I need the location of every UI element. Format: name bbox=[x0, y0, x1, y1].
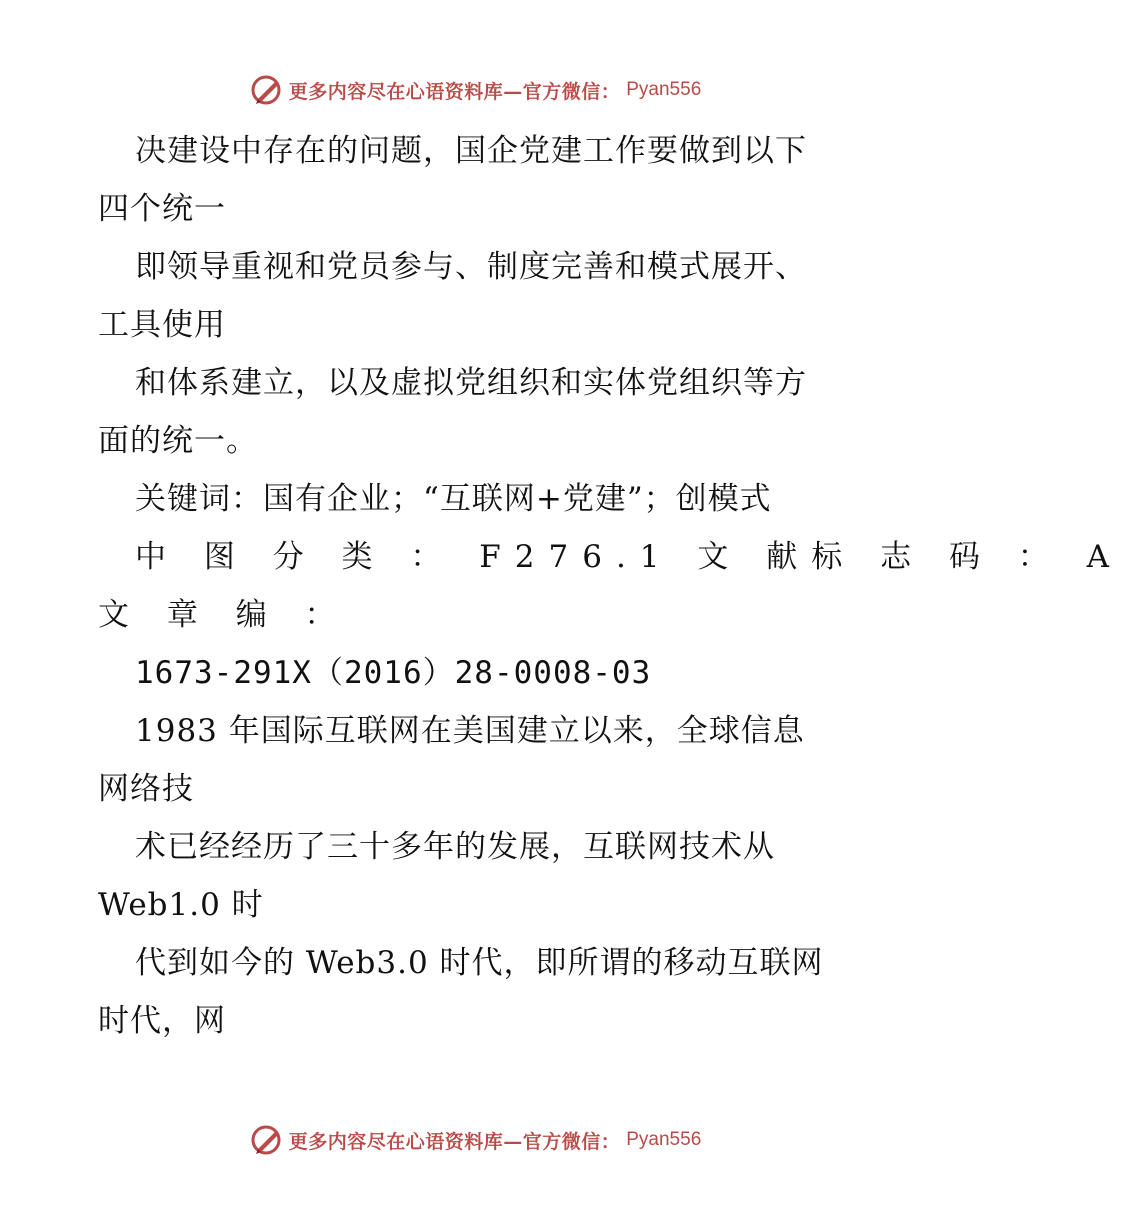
text-line: 网络技 bbox=[98, 771, 194, 807]
text-line: 面的统一。 bbox=[98, 423, 258, 459]
watermark-wechat-id: Pyan556 bbox=[626, 79, 702, 100]
article-number-label: 文 章 编 ： bbox=[98, 597, 350, 633]
footer-watermark bbox=[0, 1120, 950, 1160]
pen-logo-icon bbox=[249, 1123, 283, 1157]
text-line: 工具使用 bbox=[98, 307, 226, 343]
header-watermark bbox=[0, 70, 950, 110]
text-line: 1983 年国际互联网在美国建立以来，全球信息 bbox=[135, 713, 805, 749]
watermark-wechat-id: Pyan556 bbox=[626, 1129, 702, 1150]
text-line: 代到如今的 Web3.0 时代，即所谓的移动互联网 bbox=[135, 945, 824, 981]
watermark-text: 更多内容尽在心语资料库—官方微信： bbox=[288, 1130, 621, 1153]
text-line: 时代，网 bbox=[98, 1003, 226, 1039]
text-line: Web1.0 时 bbox=[98, 887, 264, 923]
document-body bbox=[98, 122, 1123, 1050]
keywords-line: 关键词：国有企业；“互联网+党建”；创模式 bbox=[135, 481, 772, 517]
text-line: 和体系建立，以及虚拟党组织和实体党组织等方 bbox=[135, 365, 807, 401]
pen-logo-icon bbox=[249, 73, 283, 107]
text-line: 四个统一 bbox=[98, 191, 226, 227]
text-line: 即领导重视和党员参与、制度完善和模式展开、 bbox=[135, 249, 807, 285]
article-number: 1673-291X（2016）28-0008-03 bbox=[135, 655, 652, 691]
classification-line: 中 图 分 类 ： F276.1 文 献标 志 码 ： A bbox=[135, 539, 1123, 575]
text-line: 决建设中存在的问题，国企党建工作要做到以下 bbox=[135, 133, 807, 169]
watermark-text: 更多内容尽在心语资料库—官方微信： bbox=[288, 80, 621, 103]
text-line: 术已经经历了三十多年的发展，互联网技术从 bbox=[135, 829, 775, 865]
